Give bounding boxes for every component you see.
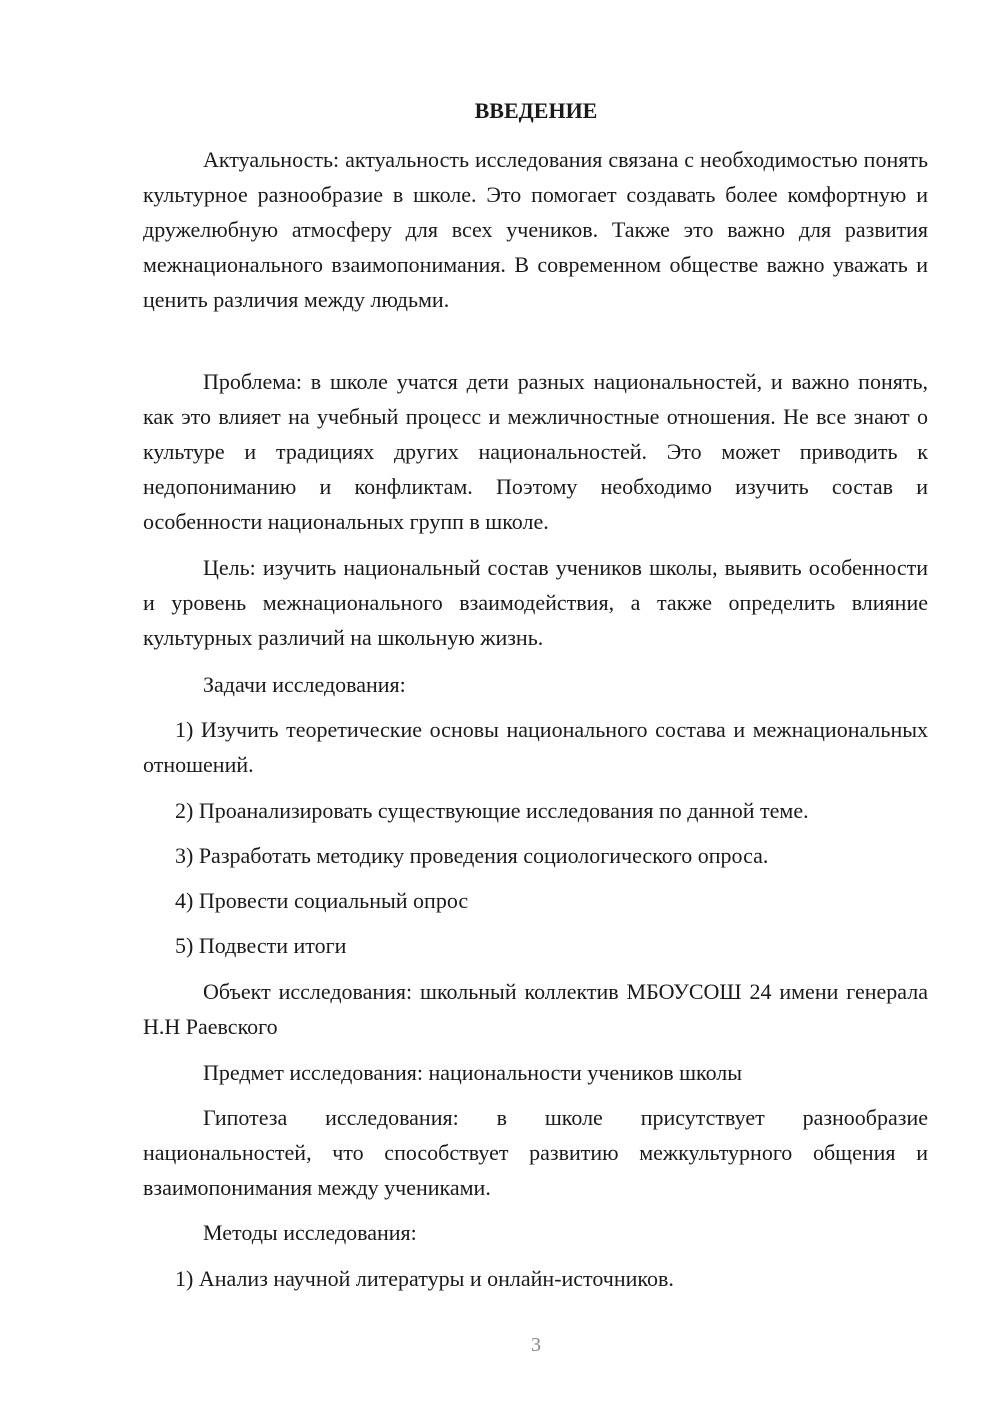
page-number: 3 [531, 1334, 541, 1356]
tasks-heading: Задачи исследования: [203, 672, 406, 697]
task-item-2: 2) Проанализировать существующие исследования по данной теме. [175, 798, 809, 823]
object-paragraph: Объект исследования: школьный коллектив МБОУСОШ 24 имени генерала Н.Н Раевского [143, 979, 928, 1039]
section-title: ВВЕДЕНИЕ [474, 98, 598, 123]
task-item-1: 1) Изучить теоретические основы национального состава и межнациональных отношений. [143, 717, 928, 777]
method-item-1: 1) Анализ научной литературы и онлайн-источников. [175, 1266, 674, 1291]
task-item-4: 4) Провести социальный опрос [175, 888, 469, 913]
goal-paragraph: Цель: изучить национальный состав учеников школы, выявить особенности и уровень межнационального взаимодействия, а также определить влияние культурных различий на школьную жизнь. [143, 555, 928, 650]
task-item-5: 5) Подвести итоги [175, 933, 347, 958]
relevance-paragraph: Актуальность: актуальность исследования связана с необходимостью понять культурное разнообразие в школе. Это помогает создавать более комфортную и дружелюбную атмосферу для всех учеников. Также это важно для развития межнационального взаимопонимания. В современном обществе важно уважать и ценить различия между людьми. [143, 147, 928, 312]
methods-heading: Методы исследования: [203, 1220, 417, 1245]
problem-paragraph: Проблема: в школе учатся дети разных национальностей, и важно понять, как это влияет на учебный процесс и межличностные отношения. Не все знают о культуре и традициях других национальностей. Это может приводить к недопониманию и конфликтам. Поэтому необходимо изучить состав и особенности национальных групп в школе. [143, 369, 928, 534]
task-item-3: 3) Разработать методику проведения социологического опроса. [175, 843, 769, 868]
hypothesis-paragraph: Гипотеза исследования: в школе присутствует разнообразие национальностей, что способствует развитию межкультурного общения и взаимопонимания между учениками. [143, 1105, 928, 1200]
subject-paragraph: Предмет исследования: национальности учеников школы [203, 1060, 743, 1085]
